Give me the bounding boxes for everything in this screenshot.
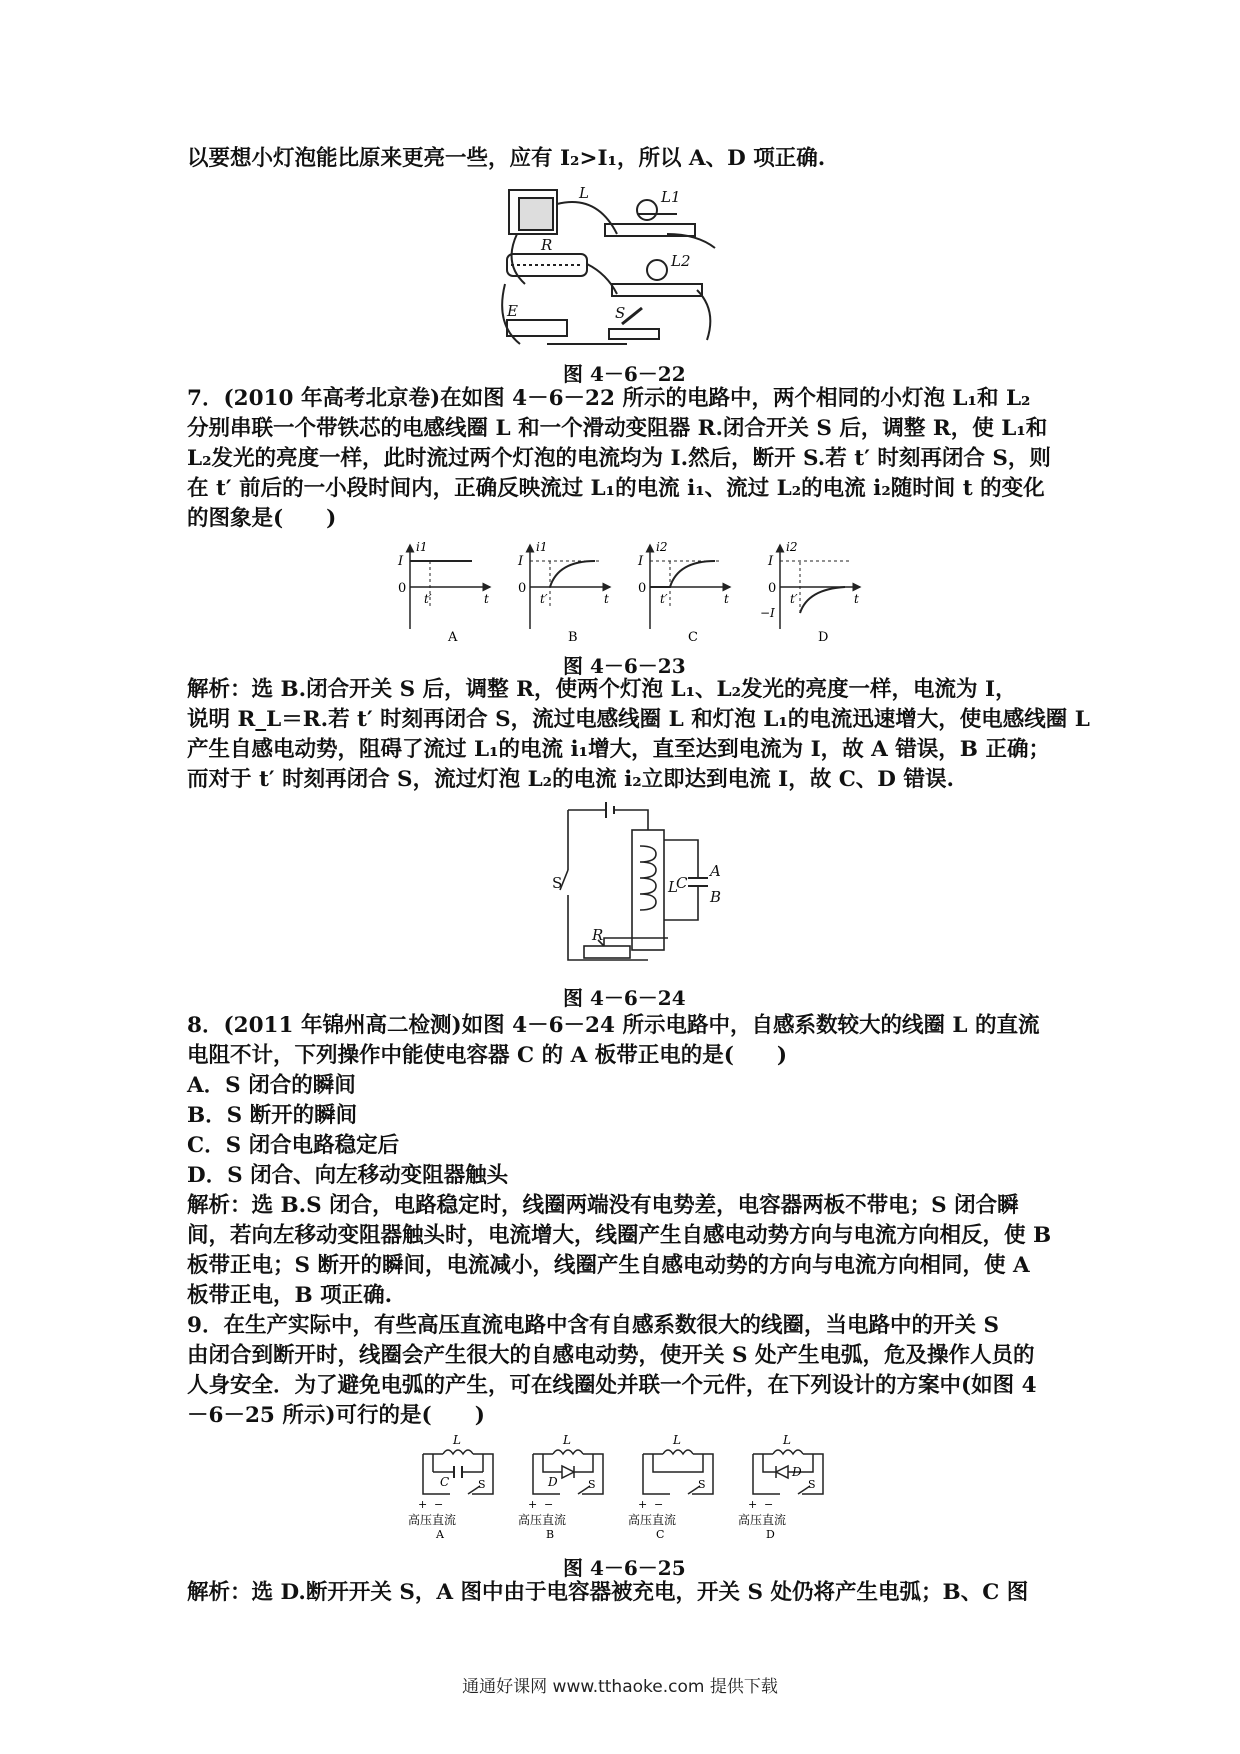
I-label-D: I xyxy=(768,554,774,569)
circuit-panel-A xyxy=(408,1433,493,1541)
text-line: A．S 闭合的瞬间 xyxy=(187,1073,356,1098)
I-label-B: I xyxy=(518,554,524,569)
plus-D: + xyxy=(748,1498,758,1511)
panel-id-B: B xyxy=(546,1528,555,1541)
curve-B xyxy=(550,561,595,587)
label-L2: L2 xyxy=(671,252,691,270)
origin-A: 0 xyxy=(398,581,407,596)
graph-panel-D xyxy=(760,540,860,645)
element-label-B: D xyxy=(548,1475,558,1489)
source-label-A: 高压直流 xyxy=(408,1513,457,1527)
label-S: S xyxy=(615,304,626,322)
text-line: 的图象是( ) xyxy=(187,506,337,531)
text-line: 7．(2010 年高考北京卷)在如图 4－6－22 所示的电路中，两个相同的小灯泡 L₁和 L₂ xyxy=(187,386,1031,411)
panel-id-B: B xyxy=(568,630,578,645)
minus-D: − xyxy=(764,1498,774,1511)
text-line: 在 t′ 前后的一小段时间内，正确反映流过 L₁的电流 i₁、流过 L₂的电流 i₂随时间 t 的变化 xyxy=(187,476,1045,501)
origin-D: 0 xyxy=(768,581,777,596)
caption-4-6-24: 图 4－6－24 xyxy=(563,986,686,1010)
page-footer: 通通好课网 www.tthaoke.com 提供下载 xyxy=(462,1677,778,1697)
plus-A: + xyxy=(418,1498,428,1511)
source-label-C: 高压直流 xyxy=(628,1513,677,1527)
panel-id-A: A xyxy=(448,630,458,645)
negI-label-D: −I xyxy=(760,606,775,620)
text-line: 板带正电；S 断开的瞬间，电流减小，线圈产生自感电动势的方向与电流方向相同，使 A xyxy=(187,1253,1030,1278)
S-label-C: S xyxy=(698,1478,706,1491)
text-line: 间，若向左移动变阻器触头时，电流增大，线圈产生自感电动势方向与电流方向相反，使 B xyxy=(187,1223,1052,1248)
text-line: D．S 闭合、向左移动变阻器触头 xyxy=(187,1163,509,1188)
text-line: 8．(2011 年锦州高二检测)如图 4－6－24 所示电路中，自感系数较大的线圈 L 的直流 xyxy=(187,1013,1040,1038)
source-label-D: 高压直流 xyxy=(738,1513,787,1527)
tprime-C: t′ xyxy=(660,592,668,606)
source-label-B: 高压直流 xyxy=(518,1513,567,1527)
text-line: 解析：选 B.闭合开关 S 后，调整 R，使两个灯泡 L₁、L₂发光的亮度一样，电流为 I， xyxy=(187,677,1017,702)
text-line: 产生自感电动势，阻碍了流过 L₁的电流 i₁增大，直至达到电流为 I，故 A 错误，B 正确； xyxy=(187,737,1050,762)
tprime-A: t′ xyxy=(424,592,432,606)
text-line: 板带正电，B 项正确. xyxy=(187,1283,393,1308)
text-line: 由闭合到断开时，线圈会产生很大的自感电动势，使开关 S 处产生电弧，危及操作人员的 xyxy=(187,1343,1035,1368)
figure-4-6-24 xyxy=(548,800,748,970)
caption-4-6-22: 图 4－6－22 xyxy=(563,362,686,386)
t-label-D: t xyxy=(854,592,859,606)
circuit-panel-D xyxy=(738,1433,823,1541)
label-B: B xyxy=(710,888,722,906)
label-L: L xyxy=(668,878,678,896)
text-line: 电阻不计，下列操作中能使电容器 C 的 A 板带正电的是( ) xyxy=(187,1043,788,1068)
t-label-C: t xyxy=(724,592,729,606)
S-label-D: S xyxy=(808,1478,816,1491)
panel-id-D: D xyxy=(818,630,829,645)
yname-A: i1 xyxy=(416,540,428,554)
circuit-panel-C xyxy=(628,1433,713,1541)
caption-4-6-23: 图 4－6－23 xyxy=(563,654,686,678)
circuit-panel-B xyxy=(518,1433,603,1541)
text-line: 9．在生产实际中，有些高压直流电路中含有自感系数很大的线圈，当电路中的开关 S xyxy=(187,1313,999,1338)
text-line: 解析：选 B.S 闭合，电路稳定时，线圈两端没有电势差，电容器两板不带电；S 闭合瞬 xyxy=(187,1193,1019,1218)
plus-C: + xyxy=(638,1498,648,1511)
graph-panel-A xyxy=(397,540,490,645)
label-E: E xyxy=(507,302,518,320)
text-line: B．S 断开的瞬间 xyxy=(187,1103,358,1128)
origin-C: 0 xyxy=(638,581,647,596)
plus-B: + xyxy=(528,1498,538,1511)
element-label-A: C xyxy=(440,1475,450,1489)
panel-id-C: C xyxy=(656,1528,665,1541)
L-label-B: L xyxy=(563,1433,571,1447)
graph-panel-C xyxy=(637,540,730,645)
element-label-D: D xyxy=(792,1465,802,1479)
I-label-A: I xyxy=(398,554,404,569)
label-L1: L1 xyxy=(661,188,681,206)
I-label-C: I xyxy=(638,554,644,569)
yname-C: i2 xyxy=(656,540,668,554)
minus-A: − xyxy=(434,1498,444,1511)
panel-id-D: D xyxy=(766,1528,775,1541)
origin-B: 0 xyxy=(518,581,527,596)
text-line: －6－25 所示)可行的是( ) xyxy=(187,1403,485,1428)
text-line: 以要想小灯泡能比原来更亮一些，应有 I₂>I₁，所以 A、D 项正确. xyxy=(187,146,826,171)
figure-4-6-23 xyxy=(390,537,890,647)
minus-B: − xyxy=(544,1498,554,1511)
label-C: C xyxy=(676,874,688,892)
text-line: 人身安全．为了避免电弧的产生，可在线圈处并联一个元件，在下列设计的方案中(如图 4 xyxy=(187,1373,1037,1398)
text-line: 分别串联一个带铁芯的电感线圈 L 和一个滑动变阻器 R.闭合开关 S 后，调整 R，使 L₁和 xyxy=(187,416,1048,441)
figure-4-6-22 xyxy=(487,184,757,354)
figure-4-6-25 xyxy=(398,1432,898,1542)
tprime-B: t′ xyxy=(540,592,548,606)
S-label-B: S xyxy=(588,1478,596,1491)
panel-id-A: A xyxy=(436,1528,444,1541)
L-label-D: L xyxy=(783,1433,791,1447)
t-label-A: t xyxy=(484,592,489,606)
label-R: R xyxy=(541,236,553,254)
tprime-D: t′ xyxy=(790,592,798,606)
L-label-A: L xyxy=(453,1433,461,1447)
L-label-C: L xyxy=(673,1433,681,1447)
panel-id-C: C xyxy=(688,630,698,645)
text-line: 说明 R_L＝R.若 t′ 时刻再闭合 S，流过电感线圈 L 和灯泡 L₁的电流迅速增大，使电感线圈 L xyxy=(187,707,1090,732)
text-line: L₂发光的亮度一样，此时流过两个灯泡的电流均为 I.然后，断开 S.若 t′ 时刻再闭合 S，则 xyxy=(187,446,1051,471)
t-label-B: t xyxy=(604,592,609,606)
text-line: C．S 闭合电路稳定后 xyxy=(187,1133,400,1158)
text-line: 解析：选 D.断开开关 S，A 图中由于电容器被充电，开关 S 处仍将产生电弧；B、C 图 xyxy=(187,1580,1029,1605)
yname-B: i1 xyxy=(536,540,548,554)
curve-D xyxy=(800,587,845,613)
S-label-A: S xyxy=(478,1478,486,1491)
label-L: L xyxy=(579,184,589,202)
curve-C xyxy=(650,561,715,587)
label-R: R xyxy=(592,926,604,944)
label-A: A xyxy=(710,862,721,880)
graph-panel-B xyxy=(517,540,610,645)
caption-4-6-25: 图 4－6－25 xyxy=(563,1556,686,1580)
yname-D: i2 xyxy=(786,540,798,554)
text-line: 而对于 t′ 时刻再闭合 S，流过灯泡 L₂的电流 i₂立即达到电流 I，故 C、D 错误. xyxy=(187,767,954,792)
label-S: S xyxy=(552,874,563,892)
minus-C: − xyxy=(654,1498,664,1511)
